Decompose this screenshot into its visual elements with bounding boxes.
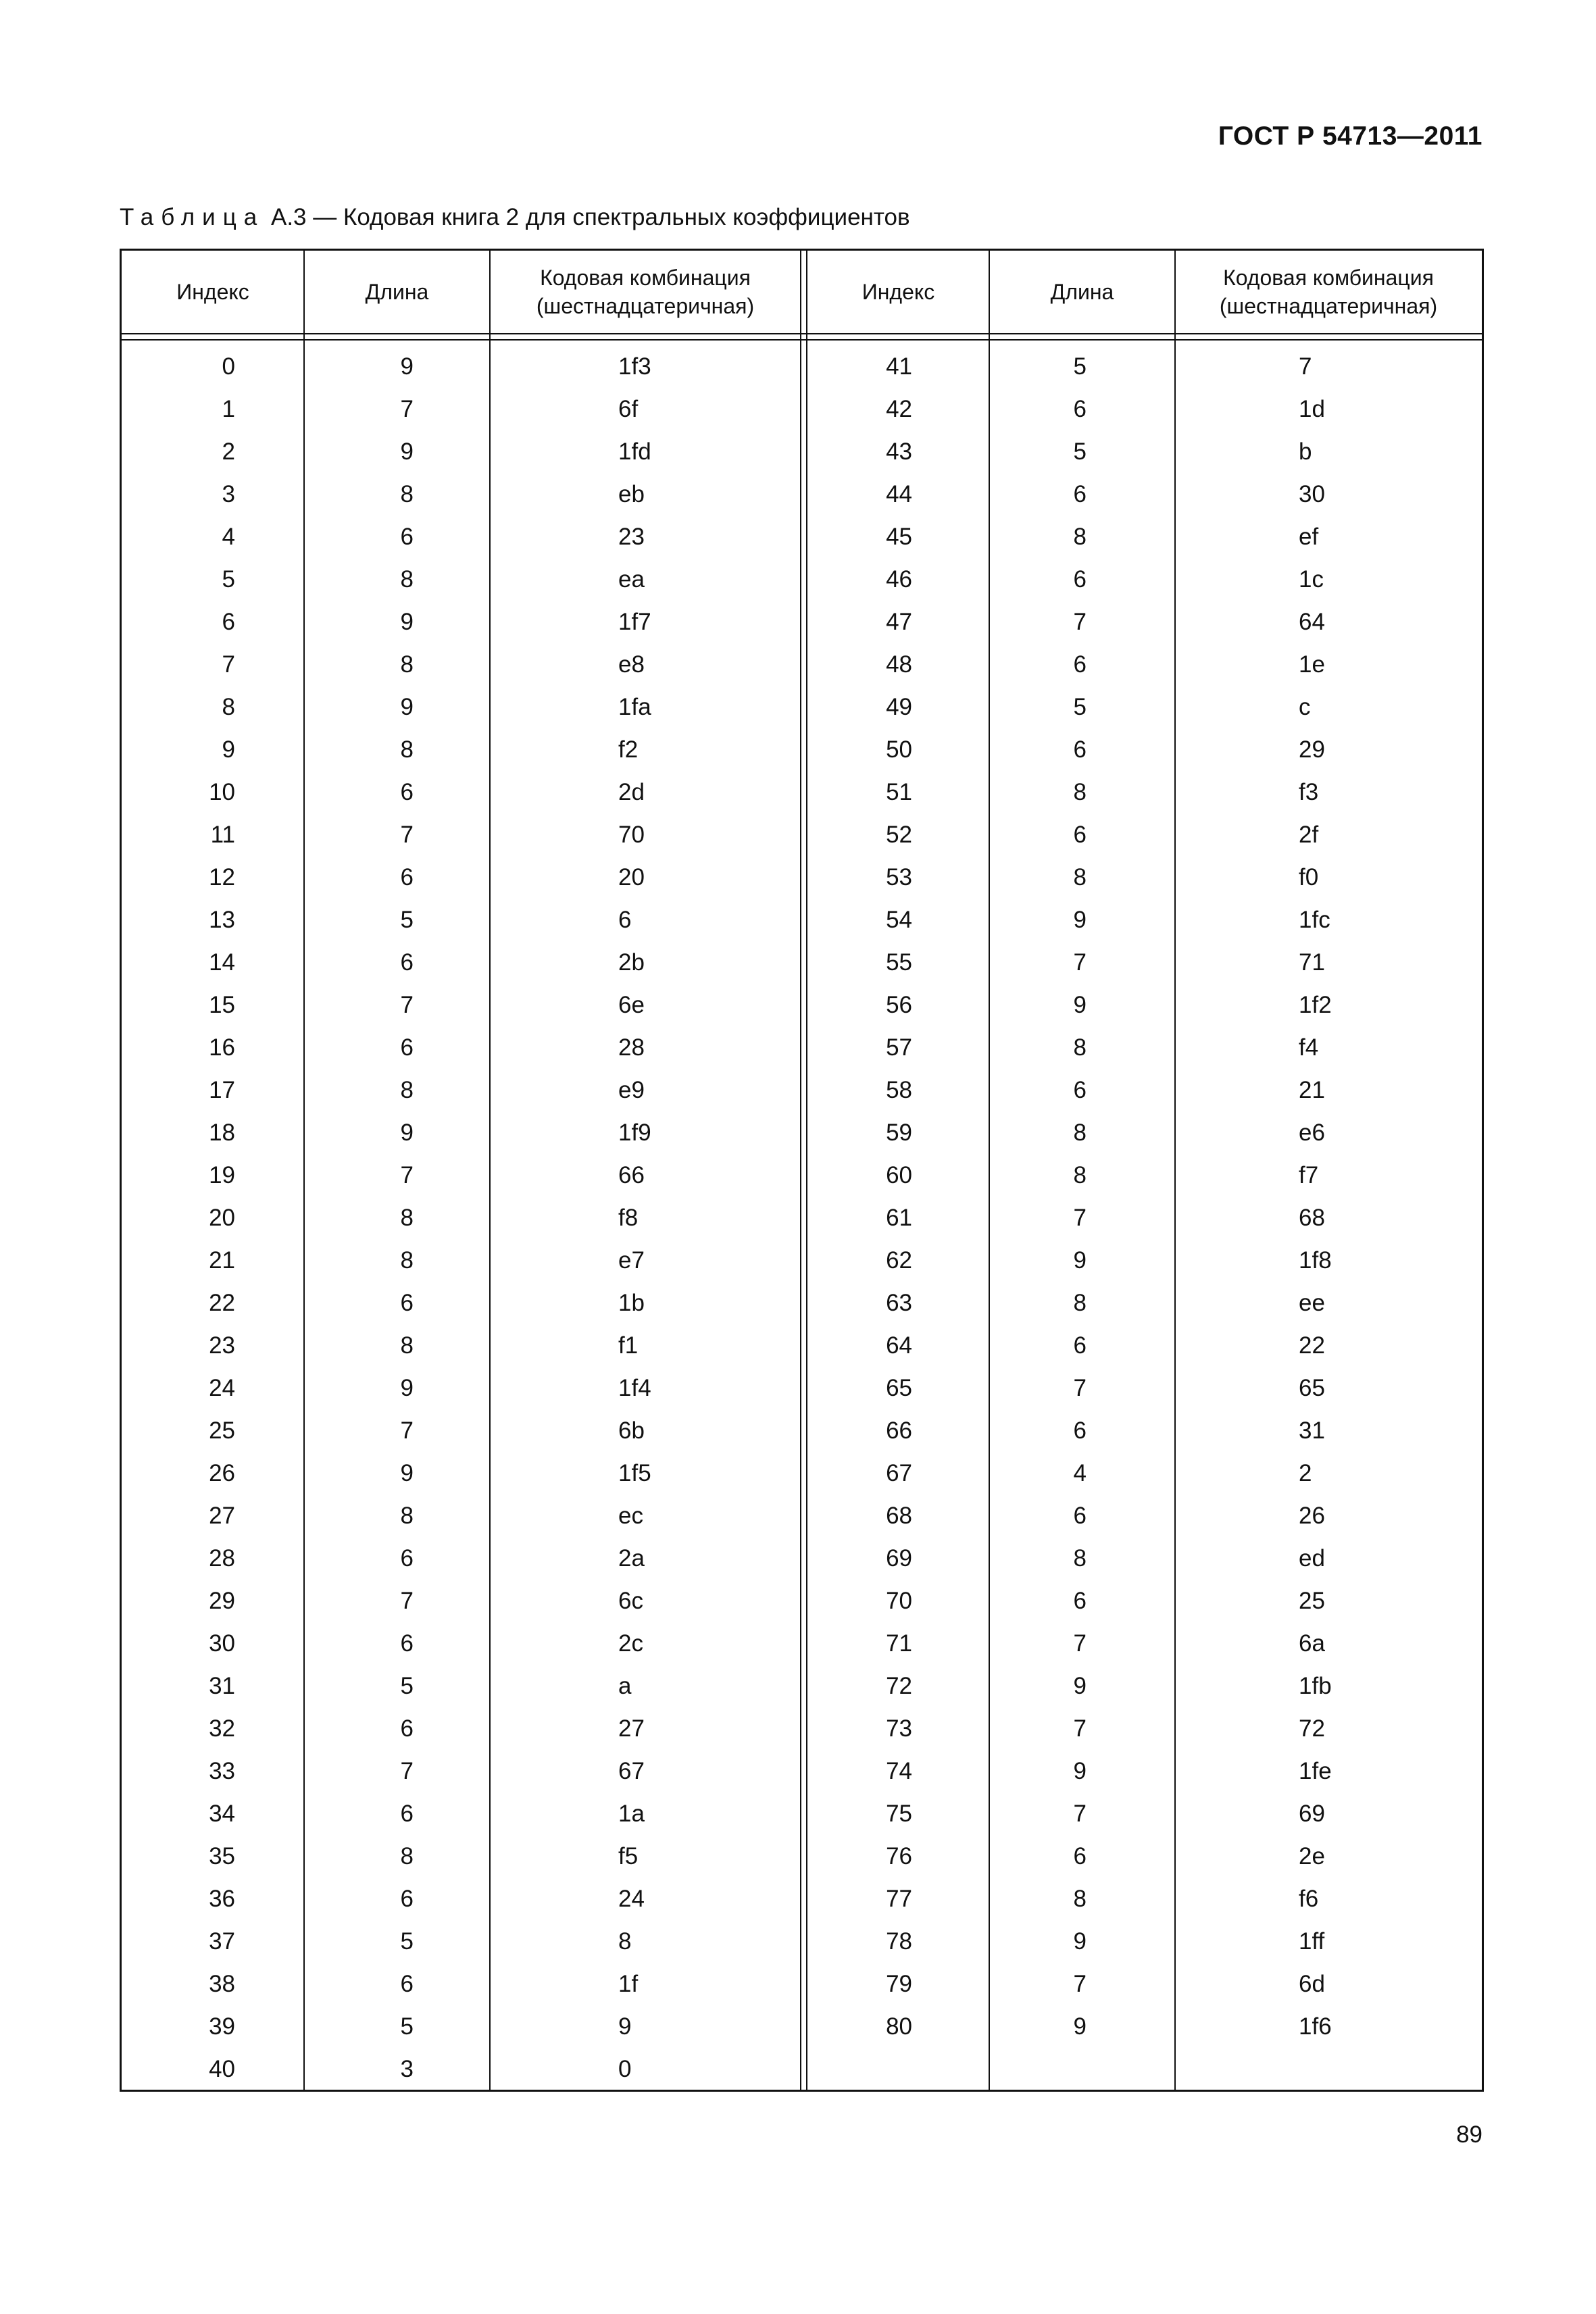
cell-length: 7	[1073, 1630, 1087, 1657]
cell-length: 8	[1073, 864, 1087, 890]
cell-length: 8	[400, 651, 414, 678]
cell-index: 32	[209, 1715, 235, 1742]
header-separator-double	[122, 339, 1482, 341]
cell-index: 25	[209, 1417, 235, 1444]
cell-code: 22	[1299, 1332, 1325, 1359]
table-row	[122, 686, 1482, 728]
cell-length: 8	[1073, 1545, 1087, 1571]
table-row	[122, 1494, 1482, 1537]
cell-index: 15	[209, 992, 235, 1018]
table-row	[122, 1324, 1482, 1367]
cell-length: 9	[1073, 1673, 1087, 1699]
cell-length: 6	[400, 1886, 414, 1912]
header-index-right: Индекс	[862, 280, 935, 304]
cell-code: 1f7	[618, 609, 651, 635]
cell-code: 68	[1299, 1205, 1325, 1231]
cell-length: 6	[400, 1290, 414, 1316]
cell-code: 1a	[618, 1801, 645, 1827]
caption-label: Таблица	[120, 204, 265, 230]
cell-index: 12	[209, 864, 235, 890]
table-row	[122, 1537, 1482, 1580]
cell-length: 5	[400, 1673, 414, 1699]
cell-index: 62	[886, 1247, 912, 1274]
cell-length: 8	[400, 1332, 414, 1359]
cell-index: 58	[886, 1077, 912, 1103]
cell-length: 8	[400, 1503, 414, 1529]
table-row	[122, 1665, 1482, 1707]
cell-length: 6	[1073, 1843, 1087, 1869]
cell-length: 8	[400, 736, 414, 763]
table-row	[122, 1920, 1482, 1963]
cell-code: f8	[618, 1205, 639, 1231]
cell-code: c	[1299, 694, 1311, 720]
cell-code: 6c	[618, 1588, 643, 1614]
cell-index: 57	[886, 1034, 912, 1061]
cell-index: 53	[886, 864, 912, 890]
cell-index: 6	[222, 609, 235, 635]
cell-index: 70	[886, 1588, 912, 1614]
cell-length: 7	[400, 992, 414, 1018]
cell-length: 7	[400, 1588, 414, 1614]
cell-length: 6	[400, 1034, 414, 1061]
cell-length: 6	[400, 1715, 414, 1742]
cell-code: 30	[1299, 481, 1325, 507]
cell-length: 4	[1073, 1460, 1087, 1486]
cell-index: 41	[886, 353, 912, 380]
cell-code: e8	[618, 651, 645, 678]
table-row	[122, 1580, 1482, 1622]
table-row	[122, 1069, 1482, 1111]
cell-index: 48	[886, 651, 912, 678]
cell-index: 34	[209, 1801, 235, 1827]
cell-code: 9	[618, 2013, 632, 2040]
cell-code: 1e	[1299, 651, 1325, 678]
table-row	[122, 1792, 1482, 1835]
cell-code: e9	[618, 1077, 645, 1103]
cell-length: 6	[1073, 1588, 1087, 1614]
cell-index: 29	[209, 1588, 235, 1614]
cell-code: 2	[1299, 1460, 1312, 1486]
cell-index: 22	[209, 1290, 235, 1316]
cell-code: 6a	[1299, 1630, 1325, 1657]
cell-code: 70	[618, 822, 645, 848]
codebook-table	[120, 249, 1484, 2092]
cell-code: ec	[618, 1503, 643, 1529]
cell-index: 69	[886, 1545, 912, 1571]
cell-length: 6	[1073, 396, 1087, 422]
cell-index: 26	[209, 1460, 235, 1486]
cell-length: 7	[400, 1417, 414, 1444]
cell-length: 3	[400, 2056, 414, 2082]
header-separator	[122, 333, 1482, 334]
cell-code: 65	[1299, 1375, 1325, 1401]
header-code-right: Кодовая комбинация (шестнадцатеричная)	[1219, 266, 1438, 318]
cell-length: 7	[1073, 1971, 1087, 1997]
cell-index: 1	[222, 396, 235, 422]
cell-code: ea	[618, 566, 645, 593]
cell-index: 71	[886, 1630, 912, 1657]
cell-code: 1fc	[1299, 907, 1330, 933]
cell-index: 45	[886, 524, 912, 550]
table-header	[122, 251, 1482, 333]
cell-length: 8	[400, 566, 414, 593]
cell-length: 6	[400, 1801, 414, 1827]
cell-code: 31	[1299, 1417, 1325, 1444]
table-row	[122, 1367, 1482, 1409]
cell-index: 43	[886, 438, 912, 465]
cell-length: 6	[400, 779, 414, 805]
cell-length: 6	[1073, 651, 1087, 678]
table-row	[122, 2005, 1482, 2048]
cell-index: 50	[886, 736, 912, 763]
cell-length: 6	[1073, 736, 1087, 763]
cell-code: 6d	[1299, 1971, 1325, 1997]
cell-length: 8	[1073, 1162, 1087, 1188]
cell-index: 77	[886, 1886, 912, 1912]
cell-code: 1f9	[618, 1120, 651, 1146]
cell-length: 9	[1073, 992, 1087, 1018]
cell-length: 6	[400, 1630, 414, 1657]
table-row	[122, 1835, 1482, 1878]
table-row	[122, 473, 1482, 515]
cell-code: 1f5	[618, 1460, 651, 1486]
cell-index: 68	[886, 1503, 912, 1529]
cell-code: 1fe	[1299, 1758, 1332, 1784]
cell-length: 8	[1073, 1034, 1087, 1061]
cell-code: f1	[618, 1332, 639, 1359]
cell-index: 30	[209, 1630, 235, 1657]
cell-index: 49	[886, 694, 912, 720]
cell-code: 72	[1299, 1715, 1325, 1742]
table-row	[122, 388, 1482, 430]
cell-index: 13	[209, 907, 235, 933]
cell-index: 10	[209, 779, 235, 805]
table-row	[122, 430, 1482, 473]
cell-code: 1f	[618, 1971, 639, 1997]
cell-code: 27	[618, 1715, 645, 1742]
cell-index: 9	[222, 736, 235, 763]
cell-length: 9	[400, 1460, 414, 1486]
cell-index: 31	[209, 1673, 235, 1699]
table-row	[122, 1622, 1482, 1665]
cell-index: 17	[209, 1077, 235, 1103]
cell-length: 7	[1073, 609, 1087, 635]
cell-code: e6	[1299, 1120, 1325, 1146]
cell-code: 1f8	[1299, 1247, 1332, 1274]
cell-index: 23	[209, 1332, 235, 1359]
cell-code: 1f6	[1299, 2013, 1332, 2040]
cell-code: f2	[618, 736, 639, 763]
cell-code: 2b	[618, 949, 645, 976]
cell-index: 47	[886, 609, 912, 635]
cell-index: 36	[209, 1886, 235, 1912]
cell-code: 64	[1299, 609, 1325, 635]
cell-index: 56	[886, 992, 912, 1018]
cell-index: 80	[886, 2013, 912, 2040]
cell-index: 5	[222, 566, 235, 593]
cell-code: 2e	[1299, 1843, 1325, 1869]
cell-code: 1f2	[1299, 992, 1332, 1018]
cell-length: 7	[1073, 1715, 1087, 1742]
cell-index: 38	[209, 1971, 235, 1997]
cell-index: 64	[886, 1332, 912, 1359]
table-row	[122, 601, 1482, 643]
cell-length: 5	[400, 2013, 414, 2040]
cell-index: 55	[886, 949, 912, 976]
table-row	[122, 1239, 1482, 1282]
cell-index: 16	[209, 1034, 235, 1061]
cell-length: 6	[1073, 1417, 1087, 1444]
cell-code: 1fa	[618, 694, 651, 720]
cell-length: 9	[400, 438, 414, 465]
cell-index: 39	[209, 2013, 235, 2040]
table-row	[122, 1707, 1482, 1750]
cell-length: 6	[400, 1545, 414, 1571]
cell-code: 29	[1299, 736, 1325, 763]
cell-length: 7	[1073, 1205, 1087, 1231]
cell-length: 9	[1073, 2013, 1087, 2040]
cell-code: 6	[618, 907, 632, 933]
cell-code: 23	[618, 524, 645, 550]
caption-text: А.3 — Кодовая книга 2 для спектральных коэффициентов	[270, 204, 910, 230]
cell-length: 7	[400, 1162, 414, 1188]
cell-code: 1ff	[1299, 1928, 1325, 1955]
cell-code: 71	[1299, 949, 1325, 976]
cell-length: 6	[400, 524, 414, 550]
cell-index: 74	[886, 1758, 912, 1784]
cell-code: eb	[618, 481, 645, 507]
table-row	[122, 856, 1482, 899]
cell-code: 6b	[618, 1417, 645, 1444]
cell-length: 8	[400, 1843, 414, 1869]
cell-index: 66	[886, 1417, 912, 1444]
cell-length: 9	[400, 1375, 414, 1401]
cell-length: 8	[1073, 779, 1087, 805]
document-header: ГОСТ Р 54713—2011	[1218, 122, 1482, 151]
cell-index: 65	[886, 1375, 912, 1401]
cell-code: b	[1299, 438, 1312, 465]
cell-code: 8	[618, 1928, 632, 1955]
cell-code: 66	[618, 1162, 645, 1188]
cell-code: 28	[618, 1034, 645, 1061]
cell-index: 59	[886, 1120, 912, 1146]
cell-index: 20	[209, 1205, 235, 1231]
cell-length: 5	[1073, 438, 1087, 465]
cell-index: 14	[209, 949, 235, 976]
table-row	[122, 1282, 1482, 1324]
table-row	[122, 899, 1482, 941]
header-index-left: Индекс	[176, 280, 249, 304]
cell-index: 8	[222, 694, 235, 720]
cell-length: 6	[1073, 822, 1087, 848]
cell-length: 9	[400, 1120, 414, 1146]
cell-index: 27	[209, 1503, 235, 1529]
cell-length: 7	[400, 1758, 414, 1784]
cell-index: 40	[209, 2056, 235, 2082]
cell-length: 7	[400, 822, 414, 848]
cell-code: f6	[1299, 1886, 1319, 1912]
cell-length: 6	[400, 864, 414, 890]
table-row	[122, 1111, 1482, 1154]
cell-code: 0	[618, 2056, 632, 2082]
cell-length: 6	[1073, 1077, 1087, 1103]
table-row	[122, 1750, 1482, 1792]
header-length-left: Длина	[365, 280, 429, 304]
table-row	[122, 771, 1482, 813]
cell-length: 5	[1073, 353, 1087, 380]
cell-code: f0	[1299, 864, 1319, 890]
cell-length: 6	[400, 949, 414, 976]
table-row	[122, 515, 1482, 558]
cell-code: f3	[1299, 779, 1319, 805]
table-row	[122, 728, 1482, 771]
cell-code: 1b	[618, 1290, 645, 1316]
cell-index: 24	[209, 1375, 235, 1401]
cell-index: 51	[886, 779, 912, 805]
cell-code: ee	[1299, 1290, 1325, 1316]
table-row	[122, 1026, 1482, 1069]
table-row	[122, 2048, 1482, 2090]
header-length-right: Длина	[1050, 280, 1114, 304]
cell-length: 7	[1073, 1375, 1087, 1401]
cell-length: 8	[1073, 1886, 1087, 1912]
cell-code: ef	[1299, 524, 1319, 550]
cell-code: e7	[618, 1247, 645, 1274]
cell-code: 21	[1299, 1077, 1325, 1103]
cell-code: 1d	[1299, 396, 1325, 422]
table-row	[122, 643, 1482, 686]
cell-index: 75	[886, 1801, 912, 1827]
cell-index: 28	[209, 1545, 235, 1571]
table-row	[122, 345, 1482, 388]
cell-index: 37	[209, 1928, 235, 1955]
cell-code: 1fd	[618, 438, 651, 465]
cell-code: 2d	[618, 779, 645, 805]
cell-code: f4	[1299, 1034, 1319, 1061]
cell-code: 67	[618, 1758, 645, 1784]
cell-index: 54	[886, 907, 912, 933]
cell-code: 2f	[1299, 822, 1319, 848]
cell-code: 1fb	[1299, 1673, 1332, 1699]
cell-code: 20	[618, 864, 645, 890]
cell-index: 33	[209, 1758, 235, 1784]
cell-code: 25	[1299, 1588, 1325, 1614]
cell-index: 18	[209, 1120, 235, 1146]
cell-index: 42	[886, 396, 912, 422]
cell-code: f5	[618, 1843, 639, 1869]
cell-code: 1c	[1299, 566, 1324, 593]
cell-length: 8	[1073, 1120, 1087, 1146]
table-row	[122, 1197, 1482, 1239]
cell-code: 26	[1299, 1503, 1325, 1529]
cell-index: 4	[222, 524, 235, 550]
cell-code: 69	[1299, 1801, 1325, 1827]
table-row	[122, 1963, 1482, 2005]
cell-length: 9	[1073, 907, 1087, 933]
cell-length: 9	[1073, 1928, 1087, 1955]
cell-length: 5	[400, 907, 414, 933]
cell-index: 67	[886, 1460, 912, 1486]
cell-length: 8	[400, 1077, 414, 1103]
table-row	[122, 1154, 1482, 1197]
cell-length: 9	[400, 353, 414, 380]
cell-length: 7	[400, 396, 414, 422]
cell-index: 19	[209, 1162, 235, 1188]
cell-length: 6	[1073, 1503, 1087, 1529]
table-row	[122, 984, 1482, 1026]
cell-length: 7	[1073, 949, 1087, 976]
cell-length: 6	[400, 1971, 414, 1997]
page-number: 89	[1456, 2121, 1482, 2148]
table-row	[122, 1878, 1482, 1920]
table-row	[122, 558, 1482, 601]
cell-index: 52	[886, 822, 912, 848]
cell-index: 7	[222, 651, 235, 678]
cell-index: 63	[886, 1290, 912, 1316]
table-row	[122, 941, 1482, 984]
cell-index: 46	[886, 566, 912, 593]
cell-length: 8	[400, 481, 414, 507]
cell-code: 7	[1299, 353, 1312, 380]
cell-code: 24	[618, 1886, 645, 1912]
cell-index: 0	[222, 353, 235, 380]
cell-index: 78	[886, 1928, 912, 1955]
cell-index: 73	[886, 1715, 912, 1742]
cell-length: 8	[400, 1247, 414, 1274]
cell-code: 6e	[618, 992, 645, 1018]
cell-index: 3	[222, 481, 235, 507]
cell-index: 21	[209, 1247, 235, 1274]
cell-length: 5	[400, 1928, 414, 1955]
cell-code: f7	[1299, 1162, 1319, 1188]
table-row	[122, 1452, 1482, 1494]
cell-index: 79	[886, 1971, 912, 1997]
cell-length: 5	[1073, 694, 1087, 720]
cell-length: 9	[1073, 1247, 1087, 1274]
cell-code: 1f4	[618, 1375, 651, 1401]
cell-index: 2	[222, 438, 235, 465]
cell-code: 6f	[618, 396, 639, 422]
cell-index: 76	[886, 1843, 912, 1869]
cell-length: 6	[1073, 1332, 1087, 1359]
table-row	[122, 1409, 1482, 1452]
cell-code: a	[618, 1673, 632, 1699]
cell-index: 44	[886, 481, 912, 507]
cell-length: 6	[1073, 566, 1087, 593]
cell-length: 8	[1073, 1290, 1087, 1316]
cell-length: 8	[1073, 524, 1087, 550]
cell-index: 35	[209, 1843, 235, 1869]
cell-index: 61	[886, 1205, 912, 1231]
cell-code: ed	[1299, 1545, 1325, 1571]
cell-code: 2c	[618, 1630, 643, 1657]
cell-length: 8	[400, 1205, 414, 1231]
cell-index: 11	[210, 822, 235, 848]
cell-length: 6	[1073, 481, 1087, 507]
cell-code: 1f3	[618, 353, 651, 380]
table-caption	[120, 204, 910, 231]
cell-length: 9	[1073, 1758, 1087, 1784]
cell-index: 60	[886, 1162, 912, 1188]
cell-code: 2a	[618, 1545, 645, 1571]
cell-length: 9	[400, 609, 414, 635]
header-code-left: Кодовая комбинация (шестнадцатеричная)	[536, 266, 755, 318]
cell-length: 7	[1073, 1801, 1087, 1827]
table-row	[122, 813, 1482, 856]
cell-index: 72	[886, 1673, 912, 1699]
cell-length: 9	[400, 694, 414, 720]
